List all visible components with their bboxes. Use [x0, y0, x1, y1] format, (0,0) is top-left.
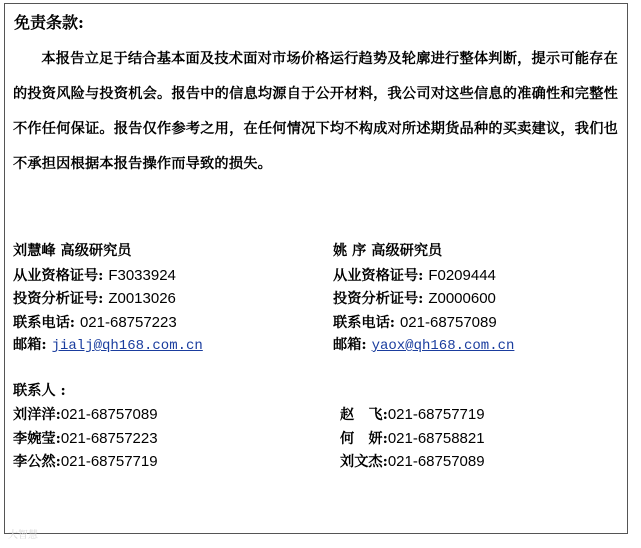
contact-name: 李婉莹:: [13, 430, 61, 447]
contact-name: 何 妍:: [340, 430, 388, 447]
contact-name: 李公然:: [13, 454, 61, 470]
analysis-cert-label: 投资分析证号:: [333, 291, 424, 307]
contact-row: [13, 450, 613, 474]
contact-right: [340, 427, 485, 452]
contact-phone: 021-68757719: [387, 406, 485, 423]
email-row: [13, 334, 203, 358]
contact-phone: 021-68757719: [60, 453, 158, 470]
contact-phone: 021-68758821: [387, 429, 485, 447]
contact-name: 刘文杰:: [340, 454, 388, 470]
analysis-cert-number: Z0013026: [108, 290, 176, 307]
email-link[interactable]: yaox@qh168.com.cn: [371, 338, 515, 354]
contact-name: 刘洋洋:: [13, 407, 61, 423]
analysis-cert-label: 投资分析证号:: [13, 291, 104, 307]
disclaimer-text: 本报告立足于结合基本面及技术面对市场价格运行趋势及轮廓进行整体判断，提示可能存在的投资风险与投资机会。报告中的信息均源自于公开材料，我公司对这些信息的准确性和完整性不作任何保证。报告仅作参考之用，在任何情况下均不构成对所述期货品种的买卖建议，我们也不承担因根据本报告操作而导致的损失。: [13, 51, 618, 172]
contact-phone: 021-68757089: [387, 453, 485, 470]
contacts-section: [13, 380, 613, 474]
qualification-row: [333, 264, 514, 288]
contact-name: 赵 飞:: [340, 407, 388, 423]
email-link[interactable]: jialj@qh168.com.cn: [51, 338, 203, 354]
analysis-cert-row: [13, 287, 203, 311]
analyst-card-yao: [333, 240, 514, 358]
contact-left: [13, 403, 158, 428]
email-label: 邮箱:: [13, 337, 47, 353]
email-label: 邮箱:: [333, 337, 367, 353]
contact-left: [13, 427, 158, 452]
email-row: [333, 334, 514, 358]
phone-number: 021-68757223: [79, 313, 177, 331]
qualification-label: 从业资格证号:: [13, 267, 104, 284]
contact-phone: 021-68757223: [60, 429, 158, 447]
analyst-name-title: 刘慧峰 高级研究员: [13, 243, 132, 259]
contact-row: [13, 403, 613, 427]
analysis-cert-row: [333, 287, 514, 311]
phone-label: 联系电话:: [13, 314, 75, 331]
qualification-number: F0209444: [428, 266, 496, 284]
phone-label: 联系电话:: [333, 314, 395, 331]
disclaimer-title: 免责条款:: [14, 13, 84, 32]
contact-row: [13, 427, 613, 451]
analyst-name-title: 姚 序 高级研究员: [333, 243, 443, 259]
contacts-heading: 联系人 :: [13, 383, 66, 399]
phone-row: [13, 311, 203, 335]
qualification-number: F3033924: [108, 266, 176, 284]
analyst-card-liu: [13, 240, 203, 358]
qualification-row: [13, 264, 203, 288]
analysis-cert-number: Z0000600: [428, 290, 496, 307]
phone-row: [333, 311, 514, 335]
contact-left: [13, 450, 158, 475]
contact-right: [340, 403, 485, 428]
watermark: 大智慧: [8, 530, 38, 541]
qualification-label: 从业资格证号:: [333, 267, 424, 284]
phone-number: 021-68757089: [399, 313, 497, 331]
contact-right: [340, 450, 485, 475]
contact-phone: 021-68757089: [60, 406, 158, 423]
